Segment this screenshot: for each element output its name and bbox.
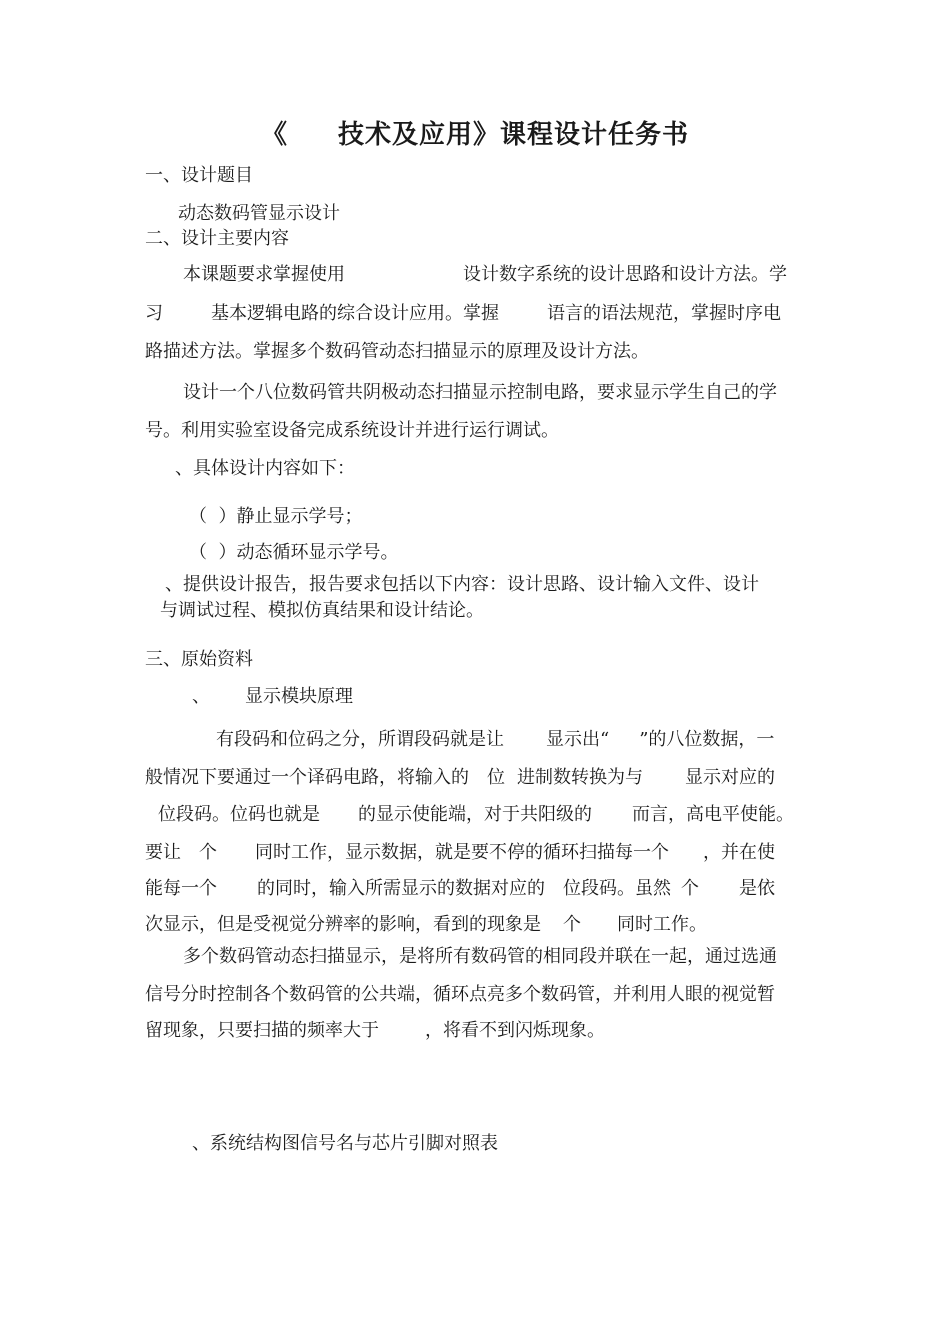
- document-title: [0, 114, 950, 151]
- text-segment: 、: [192, 686, 210, 707]
- para1-line3: 路描述方法。掌握多个数码管动态扫描显示的原理及设计方法。: [145, 341, 649, 362]
- text-segment: 能每一个: [145, 878, 217, 899]
- text-segment: 是依: [739, 878, 775, 899]
- text-segment: ”的八位数据，一: [639, 729, 775, 750]
- text-segment: 本课题要求掌握使用: [183, 264, 345, 285]
- text-segment: 基本逻辑电路的综合设计应用。掌握: [211, 303, 499, 324]
- text-segment: 位段码。位码也就是: [158, 804, 320, 825]
- text-segment: 位段码。虽然: [563, 878, 671, 899]
- text-segment: 设计数字系统的设计思路和设计方法。学: [463, 264, 787, 285]
- scan-line2: 信号分时控制各个数码管的公共端，循环点亮多个数码管，并利用人眼的视觉暂: [145, 984, 775, 1005]
- title-text: 技术及应用》课程设计任务书: [338, 120, 690, 150]
- title-open-bracket: 《: [260, 120, 288, 150]
- principle-line5: [145, 877, 775, 901]
- principle-line2: [145, 766, 775, 790]
- text-segment: 个: [681, 878, 699, 899]
- text-segment: 习: [145, 303, 163, 324]
- text-segment: 留现象，只要扫描的频率大于: [145, 1020, 379, 1041]
- design-topic: 动态数码管显示设计: [178, 203, 340, 224]
- text-segment: 的同时，输入所需显示的数据对应的: [257, 878, 545, 899]
- text-segment: 而言，高电平使能。: [632, 804, 794, 825]
- report-line1: 、提供设计报告，报告要求包括以下内容：设计思路、设计输入文件、设计: [165, 574, 759, 595]
- principle-line4: [145, 841, 775, 865]
- section3-sub2: 、系统结构图信号名与芯片引脚对照表: [192, 1133, 498, 1154]
- scan-line3: [145, 1019, 605, 1043]
- para2-line1: 设计一个八位数码管共阴极动态扫描显示控制电路，要求显示学生自己的学: [183, 382, 777, 403]
- item1: （ ）静止显示学号；: [189, 506, 363, 527]
- section1-heading: 一、设计题目: [145, 165, 253, 186]
- section3-heading: 三、原始资料: [145, 649, 253, 670]
- text-segment: 语言的语法规范，掌握时序电: [547, 303, 781, 324]
- item-intro: 、具体设计内容如下：: [175, 458, 355, 479]
- text-segment: 显示对应的: [685, 767, 775, 788]
- text-segment: ，并在使: [703, 842, 775, 863]
- text-segment: 要让: [145, 842, 181, 863]
- text-segment: 同时工作。: [617, 914, 707, 935]
- principle-line6: [145, 913, 707, 937]
- para1-line1: [183, 263, 787, 287]
- text-segment: 有段码和位码之分，所谓段码就是让: [216, 729, 504, 750]
- text-segment: 个: [199, 842, 217, 863]
- text-segment: 同时工作，显示数据，就是要不停的循环扫描每一个: [255, 842, 669, 863]
- text-segment: 的显示使能端，对于共阳级的: [358, 804, 592, 825]
- section3-sub1: [192, 685, 353, 709]
- scan-line1: 多个数码管动态扫描显示，是将所有数码管的相同段并联在一起，通过选通: [183, 946, 777, 967]
- text-segment: ，将看不到闪烁现象。: [425, 1020, 605, 1041]
- text-segment: 显示出“: [546, 729, 610, 750]
- para1-line2: [145, 302, 781, 326]
- text-segment: 个: [563, 914, 581, 935]
- text-segment: 进制数转换为与: [517, 767, 643, 788]
- text-segment: 般情况下要通过一个译码电路，将输入的: [145, 767, 469, 788]
- text-segment: 位: [487, 767, 505, 788]
- report-line2: 与调试过程、模拟仿真结果和设计结论。: [160, 600, 484, 621]
- principle-line1: [216, 728, 774, 752]
- principle-line3: [158, 803, 794, 827]
- item2: （ ）动态循环显示学号。: [189, 542, 399, 563]
- section2-heading: 二、设计主要内容: [145, 228, 289, 249]
- para2-line2: 号。利用实验室设备完成系统设计并进行运行调试。: [145, 420, 559, 441]
- text-segment: 显示模块原理: [245, 686, 353, 707]
- text-segment: 次显示，但是受视觉分辨率的影响，看到的现象是: [145, 914, 541, 935]
